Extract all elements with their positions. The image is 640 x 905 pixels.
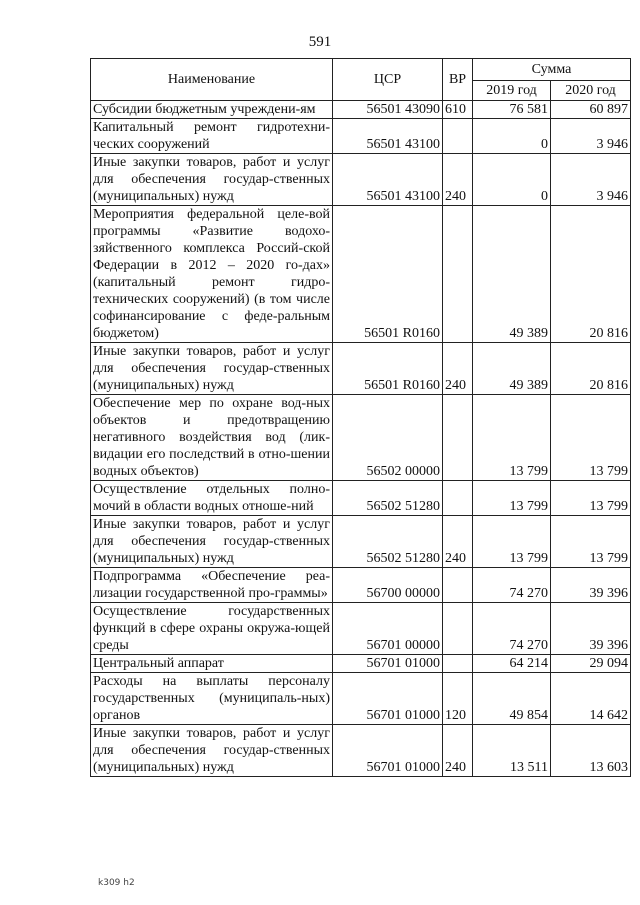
row-sum-2019-cell: 13 799 [473, 481, 551, 516]
table-row [91, 516, 631, 568]
row-vr-cell [443, 481, 473, 516]
table-row [91, 673, 631, 725]
row-sum-2020-cell: 60 897 [551, 101, 631, 119]
table-row [91, 725, 631, 777]
row-vr-cell [443, 119, 473, 154]
row-csr-cell: 56701 01000 [333, 655, 443, 673]
row-sum-2020-cell: 13 603 [551, 725, 631, 777]
row-sum-2019-cell: 74 270 [473, 568, 551, 603]
row-name-cell: Иные закупки товаров, работ и услуг для обеспечения государ-ственных (муниципальных) нужд [91, 343, 333, 395]
row-sum-2020-cell: 13 799 [551, 481, 631, 516]
row-csr-cell: 56501 43090 [333, 101, 443, 119]
row-sum-2019-cell: 0 [473, 154, 551, 206]
table-row [91, 206, 631, 343]
header-vr: ВР [443, 59, 473, 101]
row-sum-2019-cell: 13 799 [473, 395, 551, 481]
row-vr-cell: 240 [443, 725, 473, 777]
header-name: Наименование [91, 59, 333, 101]
row-vr-cell [443, 568, 473, 603]
row-csr-cell: 56501 R0160 [333, 343, 443, 395]
row-sum-2019-cell: 13 799 [473, 516, 551, 568]
table-row [91, 101, 631, 119]
row-name-cell: Обеспечение мер по охране вод-ных объектов и предотвращению негативного воздействия вод (лик-видации его последствий в отно-шении водных объектов) [91, 395, 333, 481]
row-sum-2019-cell: 49 854 [473, 673, 551, 725]
header-year-2020: 2020 год [551, 81, 631, 101]
row-csr-cell: 56501 R0160 [333, 206, 443, 343]
row-sum-2019-cell: 76 581 [473, 101, 551, 119]
row-name-cell: Субсидии бюджетным учреждени-ям [91, 101, 333, 119]
row-csr-cell: 56501 43100 [333, 119, 443, 154]
row-csr-cell: 56502 00000 [333, 395, 443, 481]
row-name-cell: Иные закупки товаров, работ и услуг для обеспечения государ-ственных (муниципальных) нужд [91, 154, 333, 206]
row-sum-2019-cell: 64 214 [473, 655, 551, 673]
header-sum: Сумма [473, 59, 631, 81]
row-csr-cell: 56502 51280 [333, 481, 443, 516]
row-vr-cell [443, 655, 473, 673]
row-sum-2019-cell: 74 270 [473, 603, 551, 655]
row-name-cell: Подпрограмма «Обеспечение реа-лизации государственной про-граммы» [91, 568, 333, 603]
row-sum-2019-cell: 0 [473, 119, 551, 154]
row-name-cell: Осуществление государственных функций в сфере охраны окружа-ющей среды [91, 603, 333, 655]
row-sum-2020-cell: 3 946 [551, 154, 631, 206]
row-sum-2019-cell: 49 389 [473, 206, 551, 343]
row-sum-2020-cell: 13 799 [551, 516, 631, 568]
row-sum-2019-cell: 49 389 [473, 343, 551, 395]
row-name-cell: Иные закупки товаров, работ и услуг для обеспечения государ-ственных (муниципальных) нужд [91, 516, 333, 568]
row-csr-cell: 56701 01000 [333, 673, 443, 725]
header-year-2019: 2019 год [473, 81, 551, 101]
table-row [91, 154, 631, 206]
row-sum-2020-cell: 39 396 [551, 568, 631, 603]
row-name-cell: Расходы на выплаты персоналу государственных (муниципаль-ных) органов [91, 673, 333, 725]
row-vr-cell: 240 [443, 516, 473, 568]
table-header [91, 59, 631, 101]
row-csr-cell: 56700 00000 [333, 568, 443, 603]
row-name-cell: Капитальный ремонт гидротехни-ческих сооружений [91, 119, 333, 154]
row-vr-cell: 610 [443, 101, 473, 119]
row-sum-2020-cell: 39 396 [551, 603, 631, 655]
row-name-cell: Осуществление отдельных полно-мочий в области водных отноше-ний [91, 481, 333, 516]
row-name-cell: Мероприятия федеральной целе-вой программы «Развитие водохо-зяйственного комплекса Россий-ской Федерации в 2012 – 2020 го-дах» (капитальный ремонт гидро-технических сооружений) (в том числе софинансирование с феде-ральным бюджетом) [91, 206, 333, 343]
row-vr-cell: 120 [443, 673, 473, 725]
row-vr-cell: 240 [443, 343, 473, 395]
row-sum-2020-cell: 20 816 [551, 343, 631, 395]
page-number: 591 [308, 34, 332, 50]
footer-code: k309 h2 [98, 878, 135, 888]
row-csr-cell: 56501 43100 [333, 154, 443, 206]
row-csr-cell: 56701 00000 [333, 603, 443, 655]
row-sum-2020-cell: 20 816 [551, 206, 631, 343]
row-sum-2020-cell: 14 642 [551, 673, 631, 725]
row-name-cell: Центральный аппарат [91, 655, 333, 673]
table-row [91, 481, 631, 516]
row-vr-cell [443, 603, 473, 655]
table-row [91, 655, 631, 673]
table-body [91, 101, 631, 777]
row-csr-cell: 56502 51280 [333, 516, 443, 568]
table-row [91, 343, 631, 395]
row-name-cell: Иные закупки товаров, работ и услуг для обеспечения государ-ственных (муниципальных) нужд [91, 725, 333, 777]
table-row [91, 119, 631, 154]
table-row [91, 568, 631, 603]
budget-table [90, 58, 631, 777]
row-sum-2020-cell: 3 946 [551, 119, 631, 154]
table-row [91, 395, 631, 481]
table-row [91, 603, 631, 655]
row-csr-cell: 56701 01000 [333, 725, 443, 777]
row-vr-cell: 240 [443, 154, 473, 206]
row-vr-cell [443, 206, 473, 343]
row-sum-2019-cell: 13 511 [473, 725, 551, 777]
row-sum-2020-cell: 13 799 [551, 395, 631, 481]
header-csr: ЦСР [333, 59, 443, 101]
row-sum-2020-cell: 29 094 [551, 655, 631, 673]
row-vr-cell [443, 395, 473, 481]
